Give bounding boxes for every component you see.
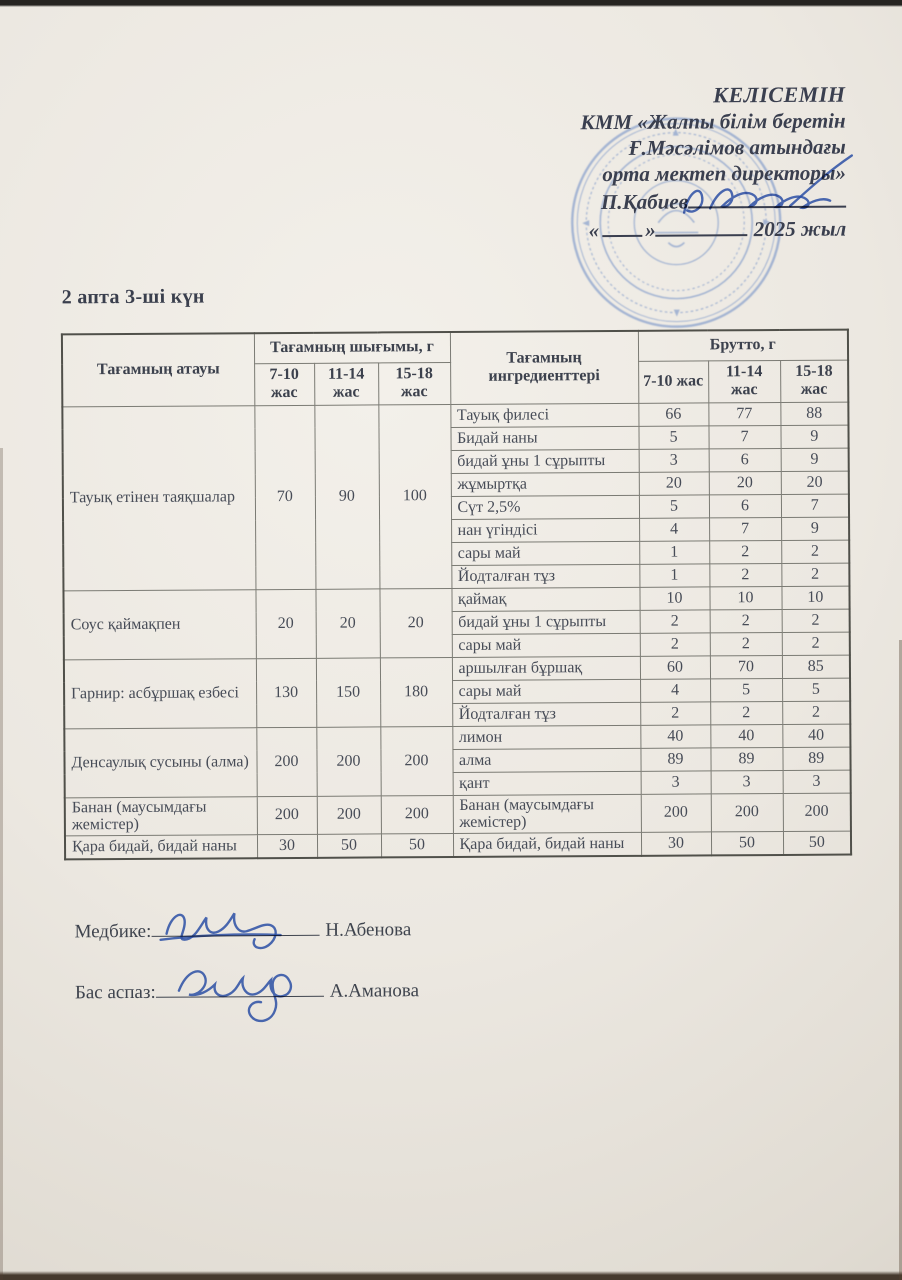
output-value-cell: 50 xyxy=(317,834,381,857)
chef-label: Бас аспаз: xyxy=(74,981,156,1004)
scan-edge-bottom xyxy=(0,1271,902,1280)
brutto-value-cell: 20 xyxy=(639,471,709,494)
brutto-value-cell: 2 xyxy=(640,701,710,724)
column-header-output: Тағамның шығымы, г xyxy=(254,332,450,363)
brutto-value-cell: 89 xyxy=(782,747,850,770)
output-value-cell: 200 xyxy=(317,795,381,834)
output-value-cell: 150 xyxy=(316,657,380,726)
dish-name-cell: Тауық етінен таяқшалар xyxy=(62,405,255,590)
output-value-cell: 20 xyxy=(379,588,451,657)
ingredient-name-cell: Қара бидай, бидай наны xyxy=(453,833,641,857)
age-group-header: 15-18 жас xyxy=(780,360,848,402)
brutto-value-cell: 20 xyxy=(781,471,849,494)
scan-edge-top xyxy=(0,0,902,7)
brutto-value-cell: 200 xyxy=(711,793,783,832)
brutto-value-cell: 40 xyxy=(710,724,782,747)
brutto-value-cell: 2 xyxy=(782,632,850,655)
output-value-cell: 200 xyxy=(257,796,317,835)
output-value-cell: 90 xyxy=(314,404,379,588)
brutto-value-cell: 2 xyxy=(781,563,849,586)
brutto-value-cell: 66 xyxy=(638,402,708,425)
ingredient-name-cell: алма xyxy=(452,748,640,772)
ingredient-name-cell: жұмыртқа xyxy=(451,472,639,496)
ingredient-name-cell: Сүт 2,5% xyxy=(451,495,639,519)
signoff-block xyxy=(74,916,419,1040)
brutto-value-cell: 200 xyxy=(783,793,851,832)
output-value-cell: 50 xyxy=(381,834,453,857)
brutto-value-cell: 9 xyxy=(780,425,848,448)
brutto-value-cell: 9 xyxy=(781,517,849,540)
brutto-value-cell: 2 xyxy=(710,632,782,655)
brutto-value-cell: 5 xyxy=(782,678,850,701)
age-group-header: 7-10 жас xyxy=(638,360,708,402)
output-value-cell: 70 xyxy=(254,405,315,589)
output-value-cell: 130 xyxy=(256,658,316,727)
nurse-signature-row xyxy=(74,916,418,943)
brutto-value-cell: 5 xyxy=(639,494,709,517)
brutto-value-cell: 2 xyxy=(782,609,850,632)
ingredient-name-cell: бидай ұны 1 сұрыпты xyxy=(451,449,639,473)
brutto-value-cell: 40 xyxy=(640,724,710,747)
brutto-value-cell: 2 xyxy=(709,563,781,586)
brutto-value-cell: 7 xyxy=(709,517,781,540)
brutto-value-cell: 1 xyxy=(639,563,709,586)
director-name: П.Қабиев xyxy=(600,189,689,215)
brutto-value-cell: 70 xyxy=(710,655,782,678)
brutto-value-cell: 77 xyxy=(708,402,780,425)
chef-signature-ink xyxy=(163,956,313,1029)
brutto-value-cell: 30 xyxy=(641,832,711,855)
nurse-name: Н.Абенова xyxy=(325,919,412,941)
age-group-header: 7-10 жас xyxy=(254,363,314,405)
brutto-value-cell: 20 xyxy=(709,471,781,494)
brutto-value-cell: 85 xyxy=(782,655,850,678)
brutto-value-cell: 7 xyxy=(781,494,849,517)
ingredient-name-cell: сары май xyxy=(451,541,639,565)
brutto-value-cell: 88 xyxy=(780,402,848,425)
approval-line: КММ «Жалпы білім беретін xyxy=(580,108,846,135)
ingredient-name-cell: Йодталған тұз xyxy=(451,564,639,588)
ingredient-name-cell: Йодталған тұз xyxy=(452,702,640,726)
brutto-value-cell: 3 xyxy=(641,770,711,793)
year-text: 2025 жыл xyxy=(753,216,847,242)
ingredient-name-cell: қант xyxy=(453,771,641,795)
brutto-value-cell: 10 xyxy=(709,586,781,609)
brutto-value-cell: 2 xyxy=(710,701,782,724)
ingredient-name-cell: сары май xyxy=(452,633,640,657)
chef-signature-row xyxy=(75,977,419,1004)
brutto-value-cell: 2 xyxy=(782,701,850,724)
ingredient-name-cell: қаймақ xyxy=(451,587,639,611)
brutto-value-cell: 60 xyxy=(640,655,710,678)
approval-block xyxy=(505,82,846,244)
approval-line: орта мектеп директоры» xyxy=(602,160,847,187)
brutto-value-cell: 40 xyxy=(782,724,850,747)
brutto-value-cell: 5 xyxy=(638,425,708,448)
brutto-value-cell: 4 xyxy=(639,517,709,540)
brutto-value-cell: 1 xyxy=(639,540,709,563)
brutto-value-cell: 50 xyxy=(711,832,783,855)
dish-name-cell: Қара бидай, бидай наны xyxy=(65,835,257,859)
ingredient-name-cell: Банан (маусымдағы жемістер) xyxy=(453,794,641,834)
ingredient-name-cell: сары май xyxy=(452,679,640,703)
approval-line: КЕЛІСЕМІН xyxy=(713,81,846,108)
dish-name-cell: Гарнир: асбұршақ езбесі xyxy=(64,658,256,728)
age-group-header: 11-14 жас xyxy=(314,362,378,404)
page-title: 2 апта 3-ші күн xyxy=(61,285,205,309)
chef-name: А.Аманова xyxy=(329,980,420,1002)
output-value-cell: 200 xyxy=(381,795,453,834)
output-value-cell: 200 xyxy=(316,726,380,795)
brutto-value-cell: 4 xyxy=(640,678,710,701)
ingredient-name-cell: Бидай наны xyxy=(450,426,638,450)
menu-table xyxy=(61,329,852,861)
brutto-value-cell: 2 xyxy=(640,632,710,655)
column-header-dish: Тағамның атауы xyxy=(62,333,254,406)
quote-close: » xyxy=(645,217,656,242)
output-value-cell: 100 xyxy=(378,404,451,588)
dish-name-cell: Банан (маусымдағы жемістер) xyxy=(65,796,257,836)
brutto-value-cell: 10 xyxy=(781,586,849,609)
brutto-value-cell: 6 xyxy=(709,448,781,471)
approval-line: Ғ.Мәсәлімов атындағы xyxy=(628,134,846,160)
dish-name-cell: Денсаулық сусыны (алма) xyxy=(64,727,256,797)
output-value-cell: 30 xyxy=(257,835,317,858)
brutto-value-cell: 6 xyxy=(709,494,781,517)
output-value-cell: 20 xyxy=(315,588,379,657)
column-header-brutto: Брутто, г xyxy=(638,330,848,361)
age-group-header: 11-14 жас xyxy=(708,360,780,402)
brutto-value-cell: 2 xyxy=(709,540,781,563)
quote-open: « xyxy=(588,217,600,243)
director-signature-line xyxy=(506,186,846,216)
brutto-value-cell: 2 xyxy=(640,609,710,632)
brutto-value-cell: 200 xyxy=(641,793,711,832)
column-header-ingredients: Тағамның ингредиенттері xyxy=(450,331,638,404)
nurse-label: Медбике: xyxy=(74,920,152,943)
brutto-value-cell: 89 xyxy=(640,747,710,770)
output-value-cell: 20 xyxy=(255,589,315,658)
brutto-value-cell: 5 xyxy=(710,678,782,701)
output-value-cell: 200 xyxy=(380,726,452,795)
scan-edge-left xyxy=(0,448,3,1280)
brutto-value-cell: 2 xyxy=(710,609,782,632)
brutto-value-cell: 7 xyxy=(708,425,780,448)
age-group-header: 15-18 жас xyxy=(378,362,450,404)
date-blank xyxy=(602,215,642,237)
ingredient-name-cell: нан үгіндісі xyxy=(451,518,639,542)
brutto-value-cell: 9 xyxy=(781,448,849,471)
nurse-signature-ink xyxy=(152,893,302,956)
brutto-value-cell: 3 xyxy=(783,770,851,793)
ingredient-name-cell: аршылған бұршақ xyxy=(452,656,640,680)
ingredient-name-cell: бидай ұны 1 сұрыпты xyxy=(452,610,640,634)
brutto-value-cell: 3 xyxy=(711,770,783,793)
table-row xyxy=(65,831,851,859)
ingredient-name-cell: лимон xyxy=(452,725,640,749)
brutto-value-cell: 50 xyxy=(783,831,851,854)
output-value-cell: 180 xyxy=(380,657,452,726)
brutto-value-cell: 89 xyxy=(710,747,782,770)
brutto-value-cell: 3 xyxy=(639,448,709,471)
table-row xyxy=(65,793,851,837)
brutto-value-cell: 2 xyxy=(781,540,849,563)
director-signature-ink xyxy=(670,149,861,234)
output-value-cell: 200 xyxy=(256,727,316,796)
brutto-value-cell: 10 xyxy=(639,586,709,609)
ingredient-name-cell: Тауық филесі xyxy=(450,403,638,427)
dish-name-cell: Соус қаймақпен xyxy=(63,589,255,659)
